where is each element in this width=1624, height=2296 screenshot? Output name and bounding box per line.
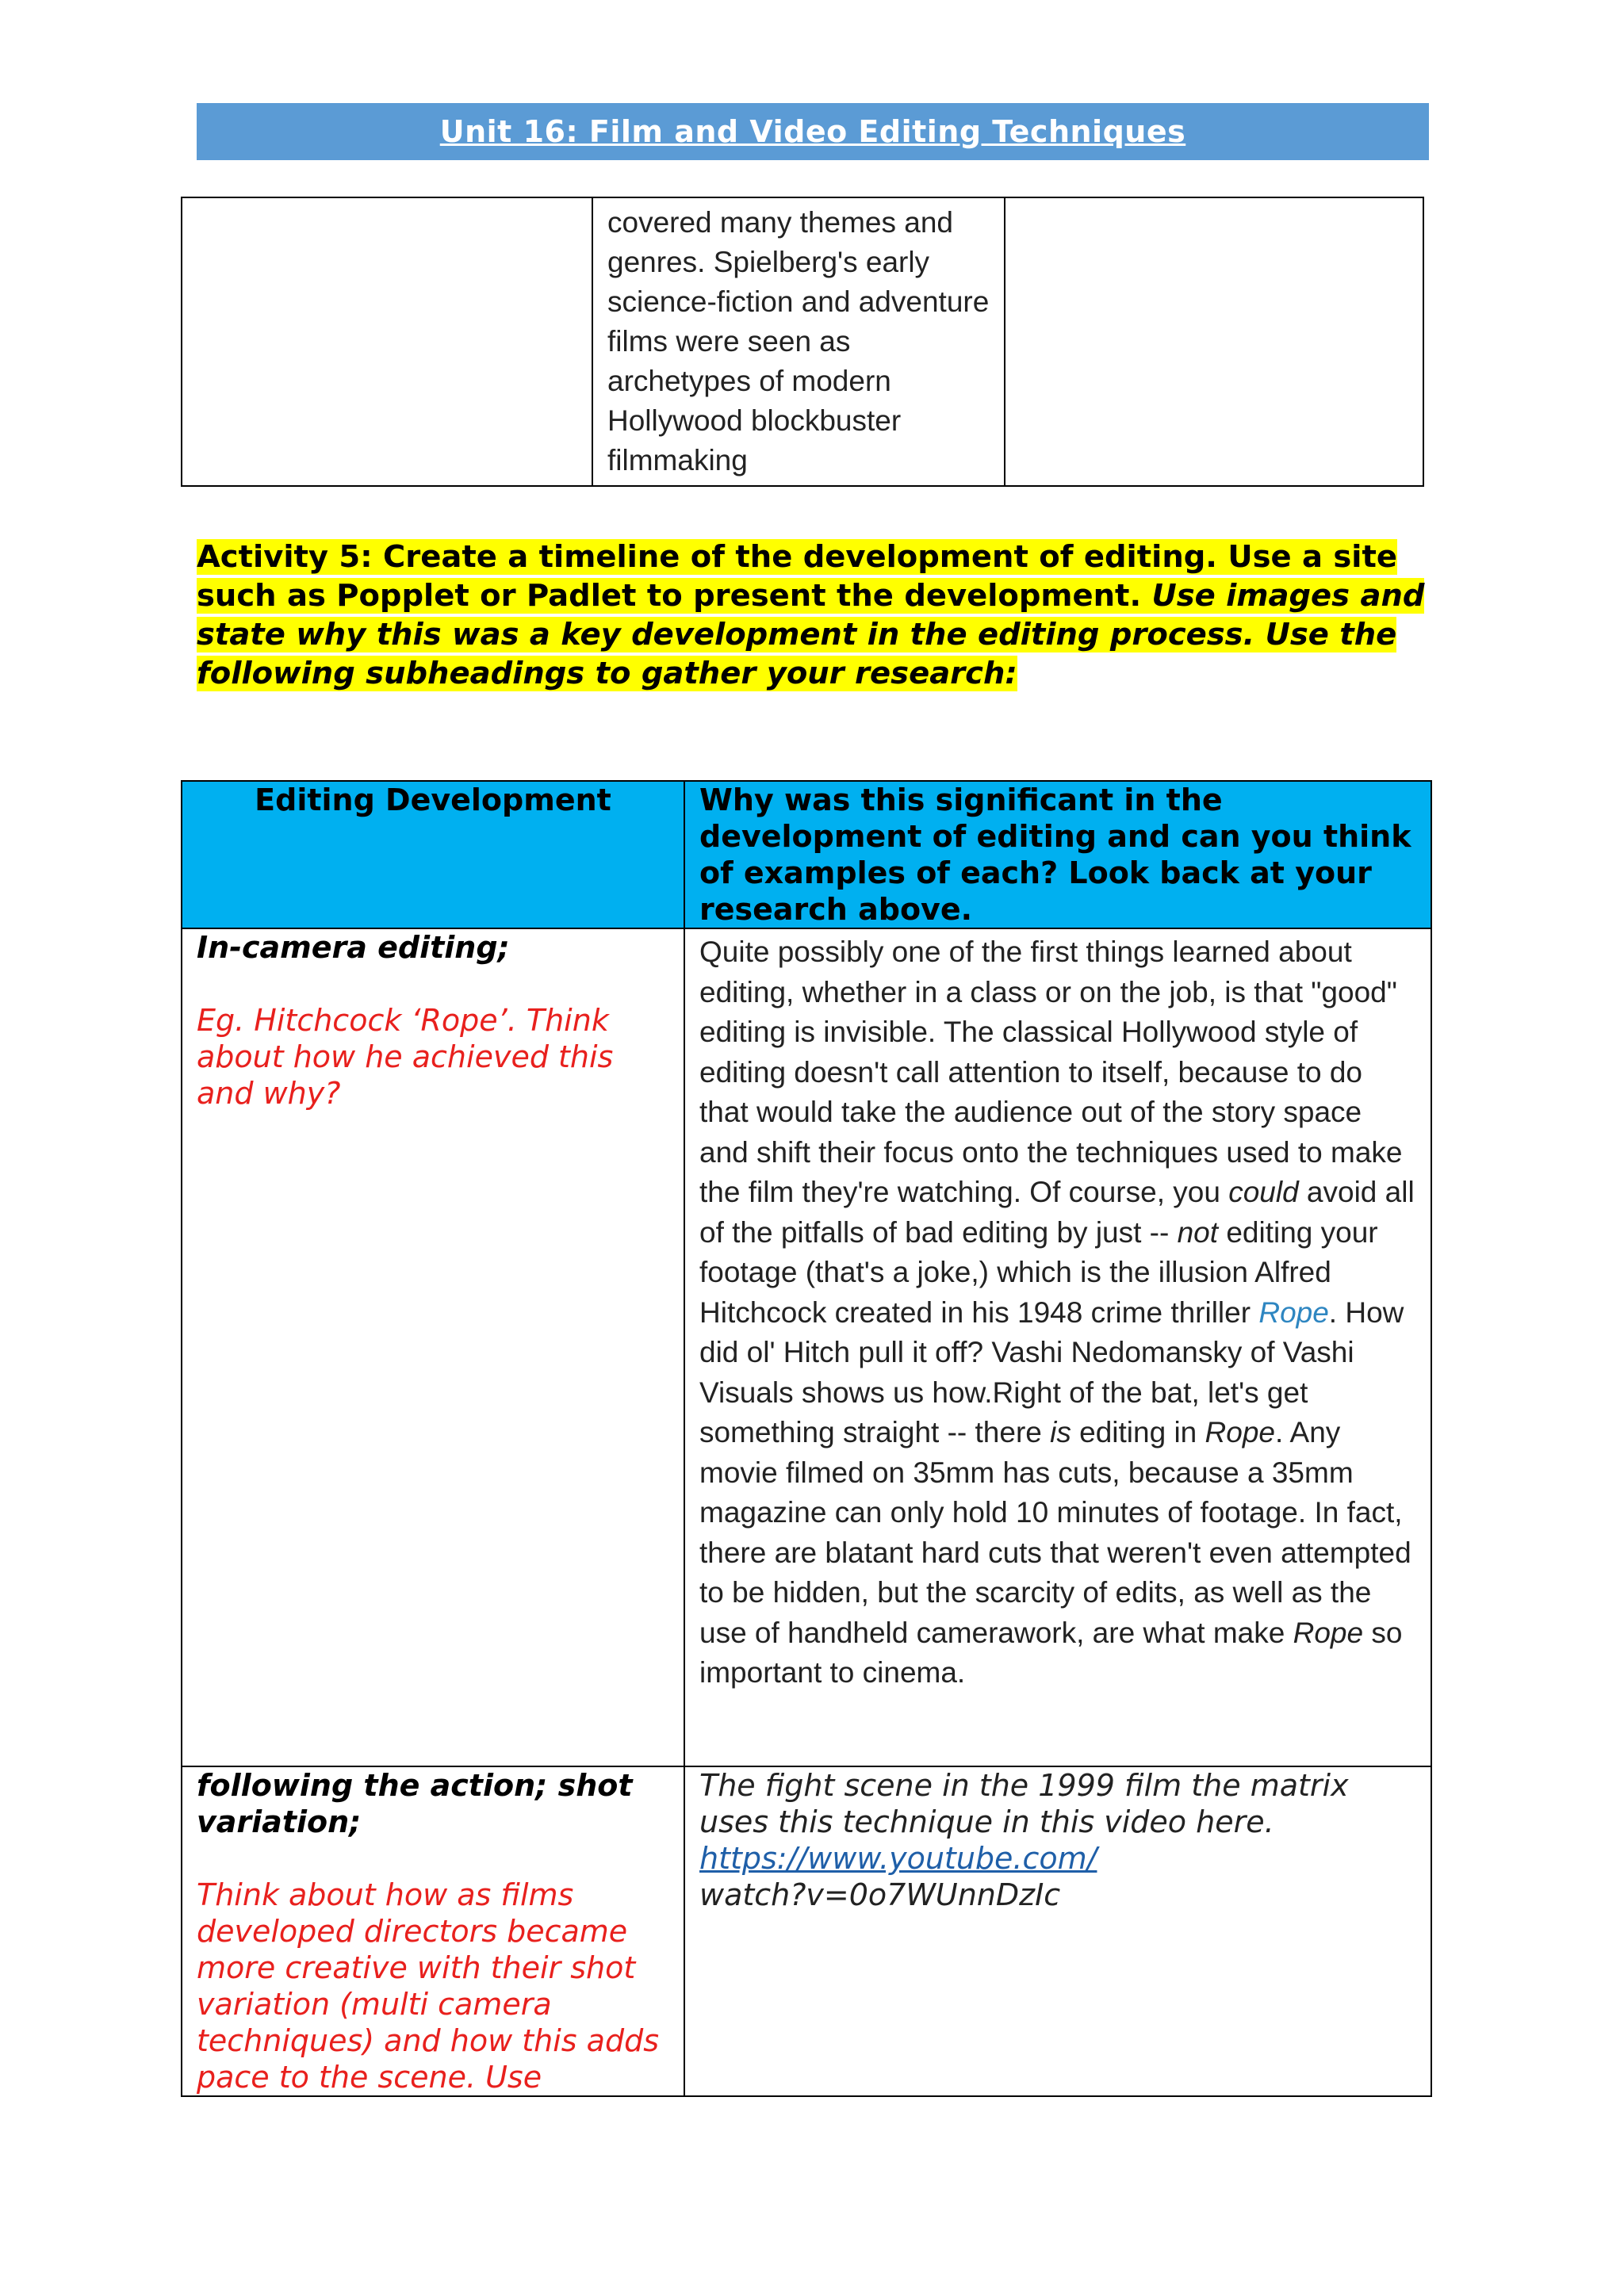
row-heading: following the action; shot variation; xyxy=(197,1768,633,1839)
activity-text-italic: Use images and state why this was a key development in the editing process. Use the following subheadings to gather your research: xyxy=(197,578,1425,691)
editing-development-table xyxy=(181,780,1432,2097)
matrix-description: The fight scene in the 1999 film the matrix uses this technique in this video here. https://www.youtube.com/ watch?v=0o7WUnnDzIc xyxy=(699,1768,1349,1912)
row-heading: In-camera editing; xyxy=(197,930,510,965)
top-table-cell-right xyxy=(1005,197,1423,486)
table-header-row xyxy=(182,781,1431,928)
col-header-editing-development: Editing Development xyxy=(182,781,684,928)
row-note: Think about how as films developed directors became more creative with their shot variation (multi camera techniques) and how this adds pace to the scene. Use xyxy=(197,1877,659,2095)
row-in-camera-editing-left xyxy=(182,928,684,1766)
youtube-link-tail: watch?v=0o7WUnnDzIc xyxy=(699,1877,1061,1912)
activity-instructions xyxy=(197,538,1429,693)
row-following-action-right xyxy=(684,1766,1431,2096)
col-header-significance: Why was this significant in the development of editing and can you think of examples of each? Look back at your research above. xyxy=(684,781,1431,928)
top-table-cell-middle: covered many themes and genres. Spielberg's early science-fiction and adventure films were seen as archetypes of modern Hollywood blockbuster filmmaking xyxy=(592,197,1005,486)
rope-link[interactable]: Rope xyxy=(1258,1295,1329,1329)
row-in-camera-editing-right xyxy=(684,928,1431,1766)
row-following-action-left xyxy=(182,1766,684,2096)
youtube-link[interactable]: https://www.youtube.com/ xyxy=(699,1841,1097,1876)
table-row xyxy=(182,928,1431,1766)
activity-text-main: Activity 5: Create a timeline of the development of editing. Use a site such as Popplet or Padlet to present the development. xyxy=(197,539,1398,614)
unit-title: Unit 16: Film and Video Editing Techniques xyxy=(439,114,1186,149)
row-note: Eg. Hitchcock ‘Rope’. Think about how he achieved this and why? xyxy=(197,1003,614,1111)
rope-description: Quite possibly one of the first things learned about editing, whether in a class or on the job, is that "good" editing is invisible. The classical Hollywood style of editing doesn't call attention to itself, because to do that would take the audience out of the story space and shift their focus onto the techniques used to make the film they're watching. Of course, you could avoid all of the pitfalls of bad editing by just -- not editing your footage (that's a joke,) which is the illusion Alfred Hitchcock created in his 1948 crime thriller Rope. How did ol' Hitch pull it off? Vashi Nedomansky of Vashi Visuals shows us how.Right of the bat, let's get something straight -- there is editing in Rope. Any movie filmed on 35mm has cuts, because a 35mm magazine can only hold 10 minutes of footage. In fact, there are blatant hard cuts that weren't even attempted to be hidden, but the scarcity of edits, as well as the use of handheld camerawork, are what make Rope so important to cinema. xyxy=(699,936,1415,1689)
top-table-cell-left xyxy=(182,197,592,486)
table-row xyxy=(182,1766,1431,2096)
top-table xyxy=(181,197,1424,487)
unit-title-banner xyxy=(197,103,1429,160)
